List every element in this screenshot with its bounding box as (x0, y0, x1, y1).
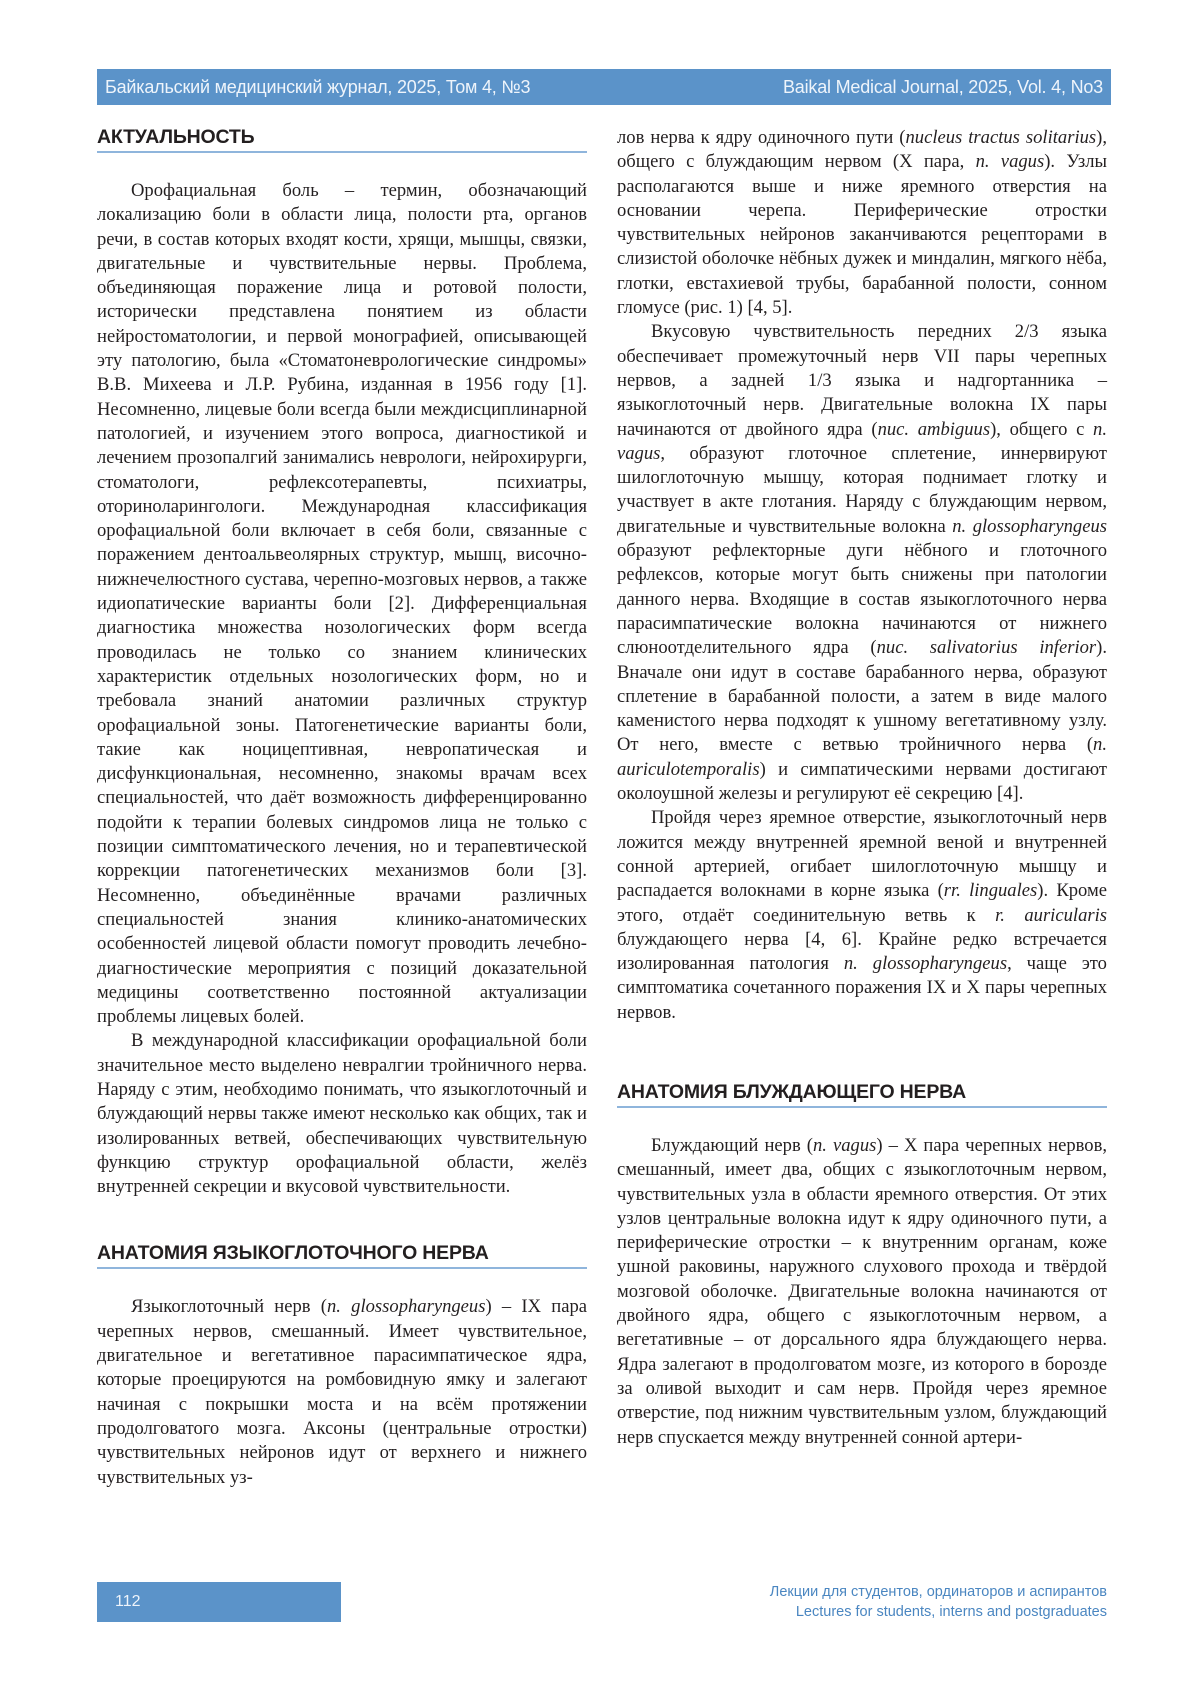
section-title-relevance: АКТУАЛЬНОСТЬ (97, 126, 587, 153)
journal-title-ru: Байкальский медицинский журнал, 2025, Том 4, №3 (105, 76, 531, 97)
latin-term: nucleus tractus solitarius (905, 127, 1097, 148)
footer-section-ru: Лекции для студентов, ординаторов и аспирантов (769, 1584, 1107, 1600)
latin-term: nuc. ambiguus (877, 418, 991, 440)
paragraph: Пройдя через яремное отверстие, языкоглоточный нерв ложится между внутренней яремной веной и внутренней сонной артерией, огибает шилоглоточную мышцу и распадается волокнами в корне языка (rr. linguales). Кроме этого, отдаёт соединительную ветвь к r. auricularis блуждающего нерва [4, 6]. Крайне редко встречается изолированная патология n. glossopharyngeus, чаще это симптоматика сочетанного поражения IX и X пары черепных нервов. (617, 807, 1107, 1023)
latin-term: r. auricularis (995, 904, 1107, 926)
page-number: 112 (115, 1593, 141, 1610)
paragraph: Орофациальная боль – термин, обозначающий локализацию боли в области лица, полости рта, органов речи, в состав которых входят кости, хрящи, мышцы, связки, двигательные и чувствительные нервы. Проблема, объединяющая поражение лица и ротовой полости, исторически представлена понятием из области нейростоматологии, и первой монографией, описывающей эту патологию, была «Стоматоневрологические синдромы» В.В. Михеева и Л.Р. Рубина, изданная в 1956 году [1]. Несомненно, лицевые боли всегда были междисциплинарной патологией, и изучением этого вопроса, диагностикой и лечением прозопалгий занимались неврологи, нейрохирурги, стоматологи, рефлексотерапевты, психиатры, оториноларингологи. Международная классификация орофациальной боли включает в себя боли, связанные с поражением дентоальвеолярных структур, мышц, височно-нижнечелюстного сустава, черепно-мозговых нервов, а также идиопатические варианты боли [2]. Дифференциальная диагностика множества нозологических форм всегда проводилась не только со знанием клинических характеристик отдельных нозологических форм, но и требовала знаний анатомии различных структур орофациальной зоны. Патогенетические варианты боли, такие как ноцицептивная, невропатическая и дисфункциональная, несомненно, знакомы врачам всех специальностей, что даёт возможность дифференцированно подойти к терапии болевых синдромов лица не только с позиции симптоматического лечения, но и терапевтической коррекции патогенетических механизмов боли [3]. Несомненно, объединённые врачами различных специальностей знания клинико-анатомических особенностей лицевой области помогут проводить лечебно-диагностические мероприятия с позиций доказательной медицины соответственно постоянной актуализации проблемы лицевых болей. (97, 180, 587, 1028)
paragraph: В международной классификации орофациальной боли значительное место выделено невралгии тройничного нерва. Наряду с этим, необходимо понимать, что языкоглоточный и блуждающий нервы также имеют несколько как общих, так и изолированных ветвей, обеспечивающих чувствительную функцию структур орофациальной области, желёз внутренней секреции и вкусовой чувствительности. (97, 1030, 587, 1198)
latin-term: n. vagus (813, 1134, 877, 1156)
paragraph: Вкусовую чувствительность передних 2/3 языка обеспечивает промежуточный нерв VII пары черепных нервов, а задней 1/3 языка и надгортанника – языкоглоточный нерв. Двигательные волокна IX пары начинаются от двойного ядра (nuc. ambiguus), общего с n. vagus, образуют глоточное сплетение, иннервируют шилоглоточную мышцу, которая поднимает глотку и участвует в акте глотания. Наряду с блуждающим нервом, двигательные и чувствительные волокна n. glossopharyngeus образуют рефлекторные дуги нёбного и глоточного рефлексов, которые могут быть снижены при патологии данного нерва. Входящие в состав языкоглоточного нерва парасимпатические волокна начинаются от нижнего слюноотделительного ядра (nuc. salivatorius inferior). Вначале они идут в составе барабанного нерва, образуют сплетение в барабанной полости, а затем в виде малого каменистого нерва подходят к ушному вегетативному узлу. От него, вместе с ветвью тройничного нерва (n. auriculotemporalis) и симпатическими нервами достигают околоушной железы и регулируют её секрецию [4]. (617, 321, 1107, 805)
journal-title-en: Baikal Medical Journal, 2025, Vol. 4, No3 (783, 76, 1103, 97)
latin-term: n. vagus (975, 151, 1045, 173)
latin-term: n. glossopharyngeus (327, 1296, 486, 1318)
latin-term: n. vagus (617, 418, 1107, 464)
latin-term: n. glossopharyngeus (843, 953, 1008, 975)
journal-header-bar (97, 69, 1111, 105)
footer-section-en: Lectures for students, interns and postgraduates (795, 1604, 1107, 1620)
section-title-glossopharyngeal: АНАТОМИЯ ЯЗЫКОГЛОТОЧНОГО НЕРВА (97, 1242, 587, 1269)
latin-term: n. glossopharyngeus (952, 515, 1107, 537)
page-number-box (97, 1582, 341, 1622)
footer-section-label (770, 1582, 1107, 1622)
right-column (617, 126, 1107, 1450)
latin-term: rr. linguales (943, 880, 1038, 902)
latin-term: nuc. salivatorius inferior (876, 637, 1097, 659)
paragraph: лов нерва к ядру одиночного пути (nucleus tractus solitarius), общего с блуждающим нервом (X пара, n. vagus). Узлы располагаются выше и ниже яремного отверстия на основании черепа. Периферические отростки чувствительных нейронов заканчиваются рецепторами в слизистой оболочке нёбных дужек и миндалин, мягкого нёба, глотки, евстахиевой трубы, барабанной полости, сонном гломусе (рис. 1) [4, 5]. (617, 127, 1107, 319)
paragraph: Языкоглоточный нерв (n. glossopharyngeus) – IX пара черепных нервов, смешанный. Имеет чувствительное, двигательное и вегетативное парасимпатическое ядра, которые проецируются на ромбовидную ямку и залегают начиная с покрышки моста и на всём протяжении продолговатого мозга. Аксоны (центральные отростки) чувствительных нейронов идут от верхнего и нижнего чувствительных уз- (97, 1296, 587, 1488)
section-title-vagus: АНАТОМИЯ БЛУЖДАЮЩЕГО НЕРВА (617, 1081, 1107, 1108)
left-column (97, 126, 587, 1490)
latin-term: n. auriculotemporalis (617, 734, 1107, 780)
paragraph: Блуждающий нерв (n. vagus) – X пара черепных нервов, смешанный, имеет два, общих с языкоглоточным нервом, чувствительных узла в области яремного отверстия. От этих узлов центральные волокна идут к ядру одиночного пути, а периферические отростки – к внутренним органам, коже ушной раковины, наружного слухового прохода и твёрдой мозговой оболочке. Двигательные волокна начинаются от двойного ядра, общего с языкоглоточным нервом, а вегетативные – от дорсального ядра блуждающего нерва. Ядра залегают в продолговатом мозге, из которого в борозде за оливой выходит и сам нерв. Пройдя через яремное отверстие, под нижним чувствительным узлом, блуждающий нерв спускается между внутренней сонной артери- (617, 1134, 1107, 1448)
